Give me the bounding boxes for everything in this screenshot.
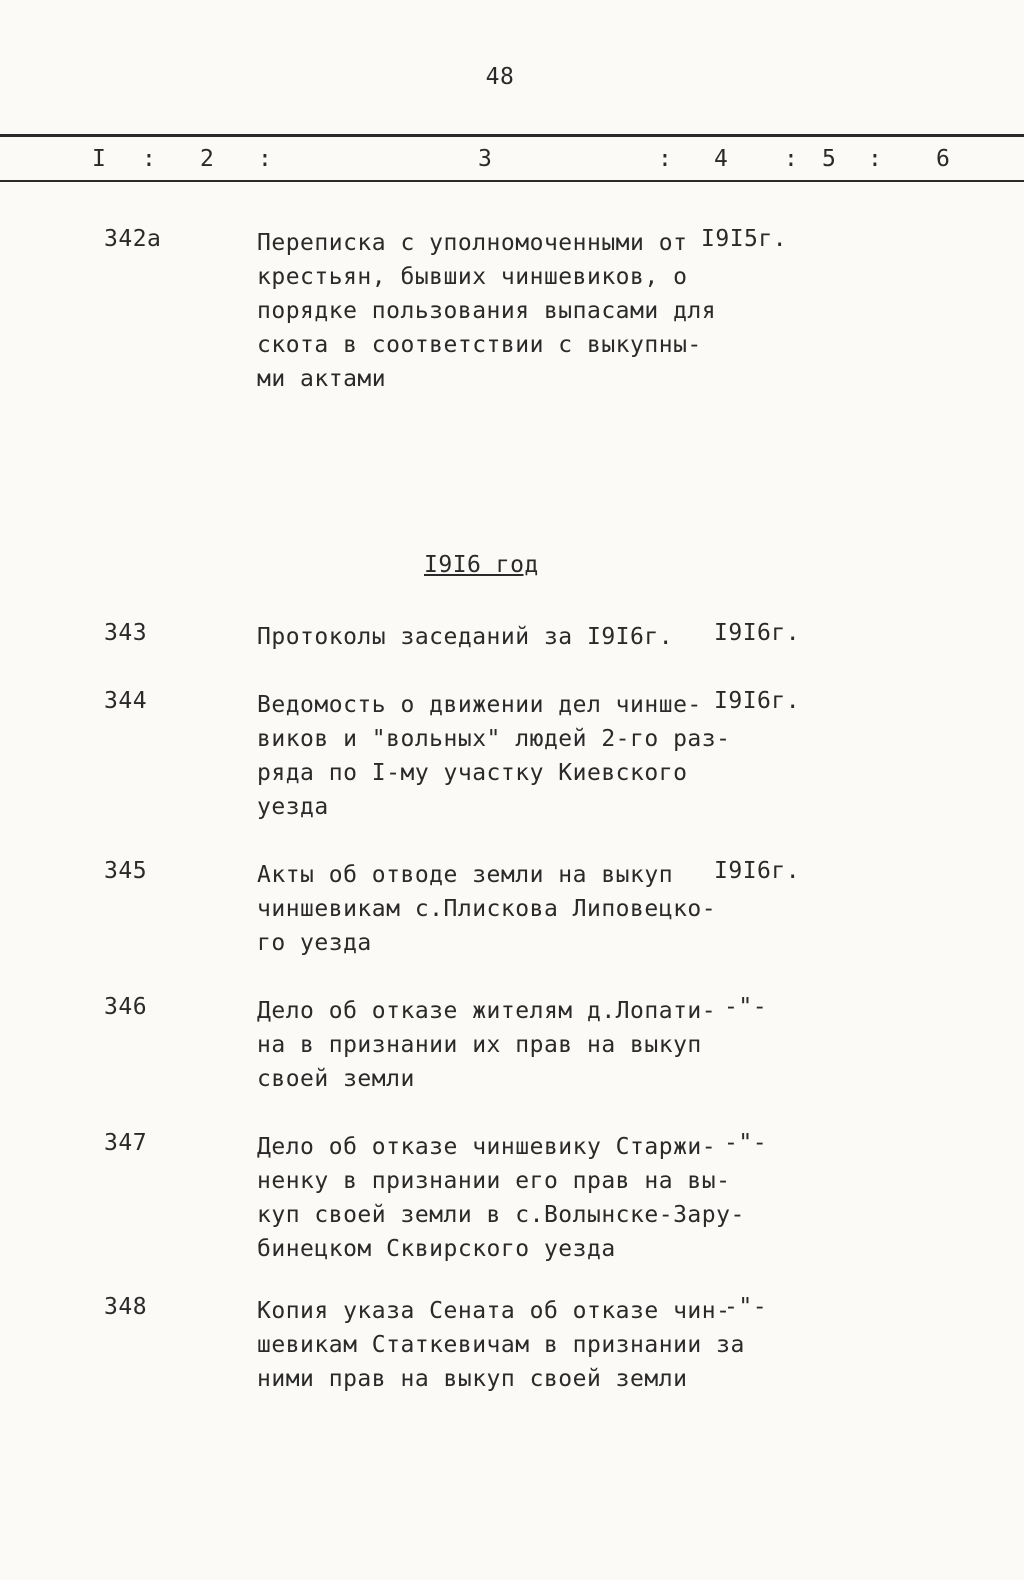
entry-number: 348 [104, 1294, 148, 1320]
description-line: ненку в признании его прав на вы- [257, 1168, 731, 1194]
description-line: ми актами [257, 366, 387, 392]
entry-description [257, 620, 727, 654]
description-line: Дело об отказе чиншевику Старжи- [257, 1134, 717, 1160]
description-line: Копия указа Сената об отказе чин- [257, 1298, 731, 1324]
entry-date: I9I6г. [714, 858, 801, 884]
column-header-1: I [92, 146, 107, 172]
entry-date: I9I6г. [714, 688, 801, 714]
entry-description [257, 1130, 745, 1266]
column-header-5: 5 [822, 146, 837, 172]
description-line: куп своей земли в с.Волынске-Зару- [257, 1202, 745, 1228]
entry-number: 345 [104, 858, 148, 884]
description-line: крестьян, бывших чиншевиков, о [257, 264, 688, 290]
header-bottom-rule [0, 180, 1024, 182]
column-separator: : [658, 146, 673, 172]
entry-number: 344 [104, 688, 148, 714]
entry-description [257, 226, 727, 396]
description-line: Протоколы заседаний за I9I6г. [257, 624, 674, 650]
entry-date: -"- [724, 994, 768, 1020]
description-line: го уезда [257, 930, 372, 956]
entry-description [257, 1294, 745, 1396]
description-line: Акты об отводе земли на выкуп [257, 862, 674, 888]
description-line: скота в соответствии с выкупны- [257, 332, 702, 358]
column-header-4: 4 [714, 146, 729, 172]
entry-number: 342а [104, 226, 162, 252]
description-line: Ведомость о движении дел чинше- [257, 692, 702, 718]
description-line: виков и "вольных" людей 2-го раз- [257, 726, 731, 752]
description-line: ними прав на выкуп своей земли [257, 1366, 688, 1392]
column-separator: : [784, 146, 799, 172]
year-heading: I9I6 год [424, 552, 539, 578]
column-header-2: 2 [200, 146, 215, 172]
description-line: на в признании их прав на выкуп [257, 1032, 702, 1058]
description-line: ряда по I-му участку Киевского [257, 760, 688, 786]
entry-description [257, 688, 731, 824]
description-line: Дело об отказе жителям д.Лопати- [257, 998, 717, 1024]
description-line: уезда [257, 794, 329, 820]
description-line: порядке пользования выпасами для [257, 298, 717, 324]
entry-date: -"- [724, 1130, 768, 1156]
description-line: своей земли [257, 1066, 415, 1092]
description-line: шевикам Статкевичам в признании за [257, 1332, 745, 1358]
entry-date: -"- [724, 1294, 768, 1320]
entry-date: I9I6г. [714, 620, 801, 646]
column-separator: : [868, 146, 883, 172]
column-separator: : [258, 146, 273, 172]
entry-description [257, 858, 727, 960]
column-header-3: 3 [478, 146, 493, 172]
entry-number: 347 [104, 1130, 148, 1156]
page-number: 48 [485, 64, 515, 90]
entry-description [257, 994, 727, 1096]
description-line: Переписка с уполномоченными от [257, 230, 688, 256]
column-separator: : [142, 146, 157, 172]
entry-number: 343 [104, 620, 148, 646]
entry-number: 346 [104, 994, 148, 1020]
column-header-6: 6 [936, 146, 951, 172]
description-line: бинецком Сквирского уезда [257, 1236, 616, 1262]
description-line: чиншевикам с.Плискова Липовецко- [257, 896, 717, 922]
header-top-rule [0, 134, 1024, 137]
entry-date: I9I5г. [701, 226, 788, 252]
